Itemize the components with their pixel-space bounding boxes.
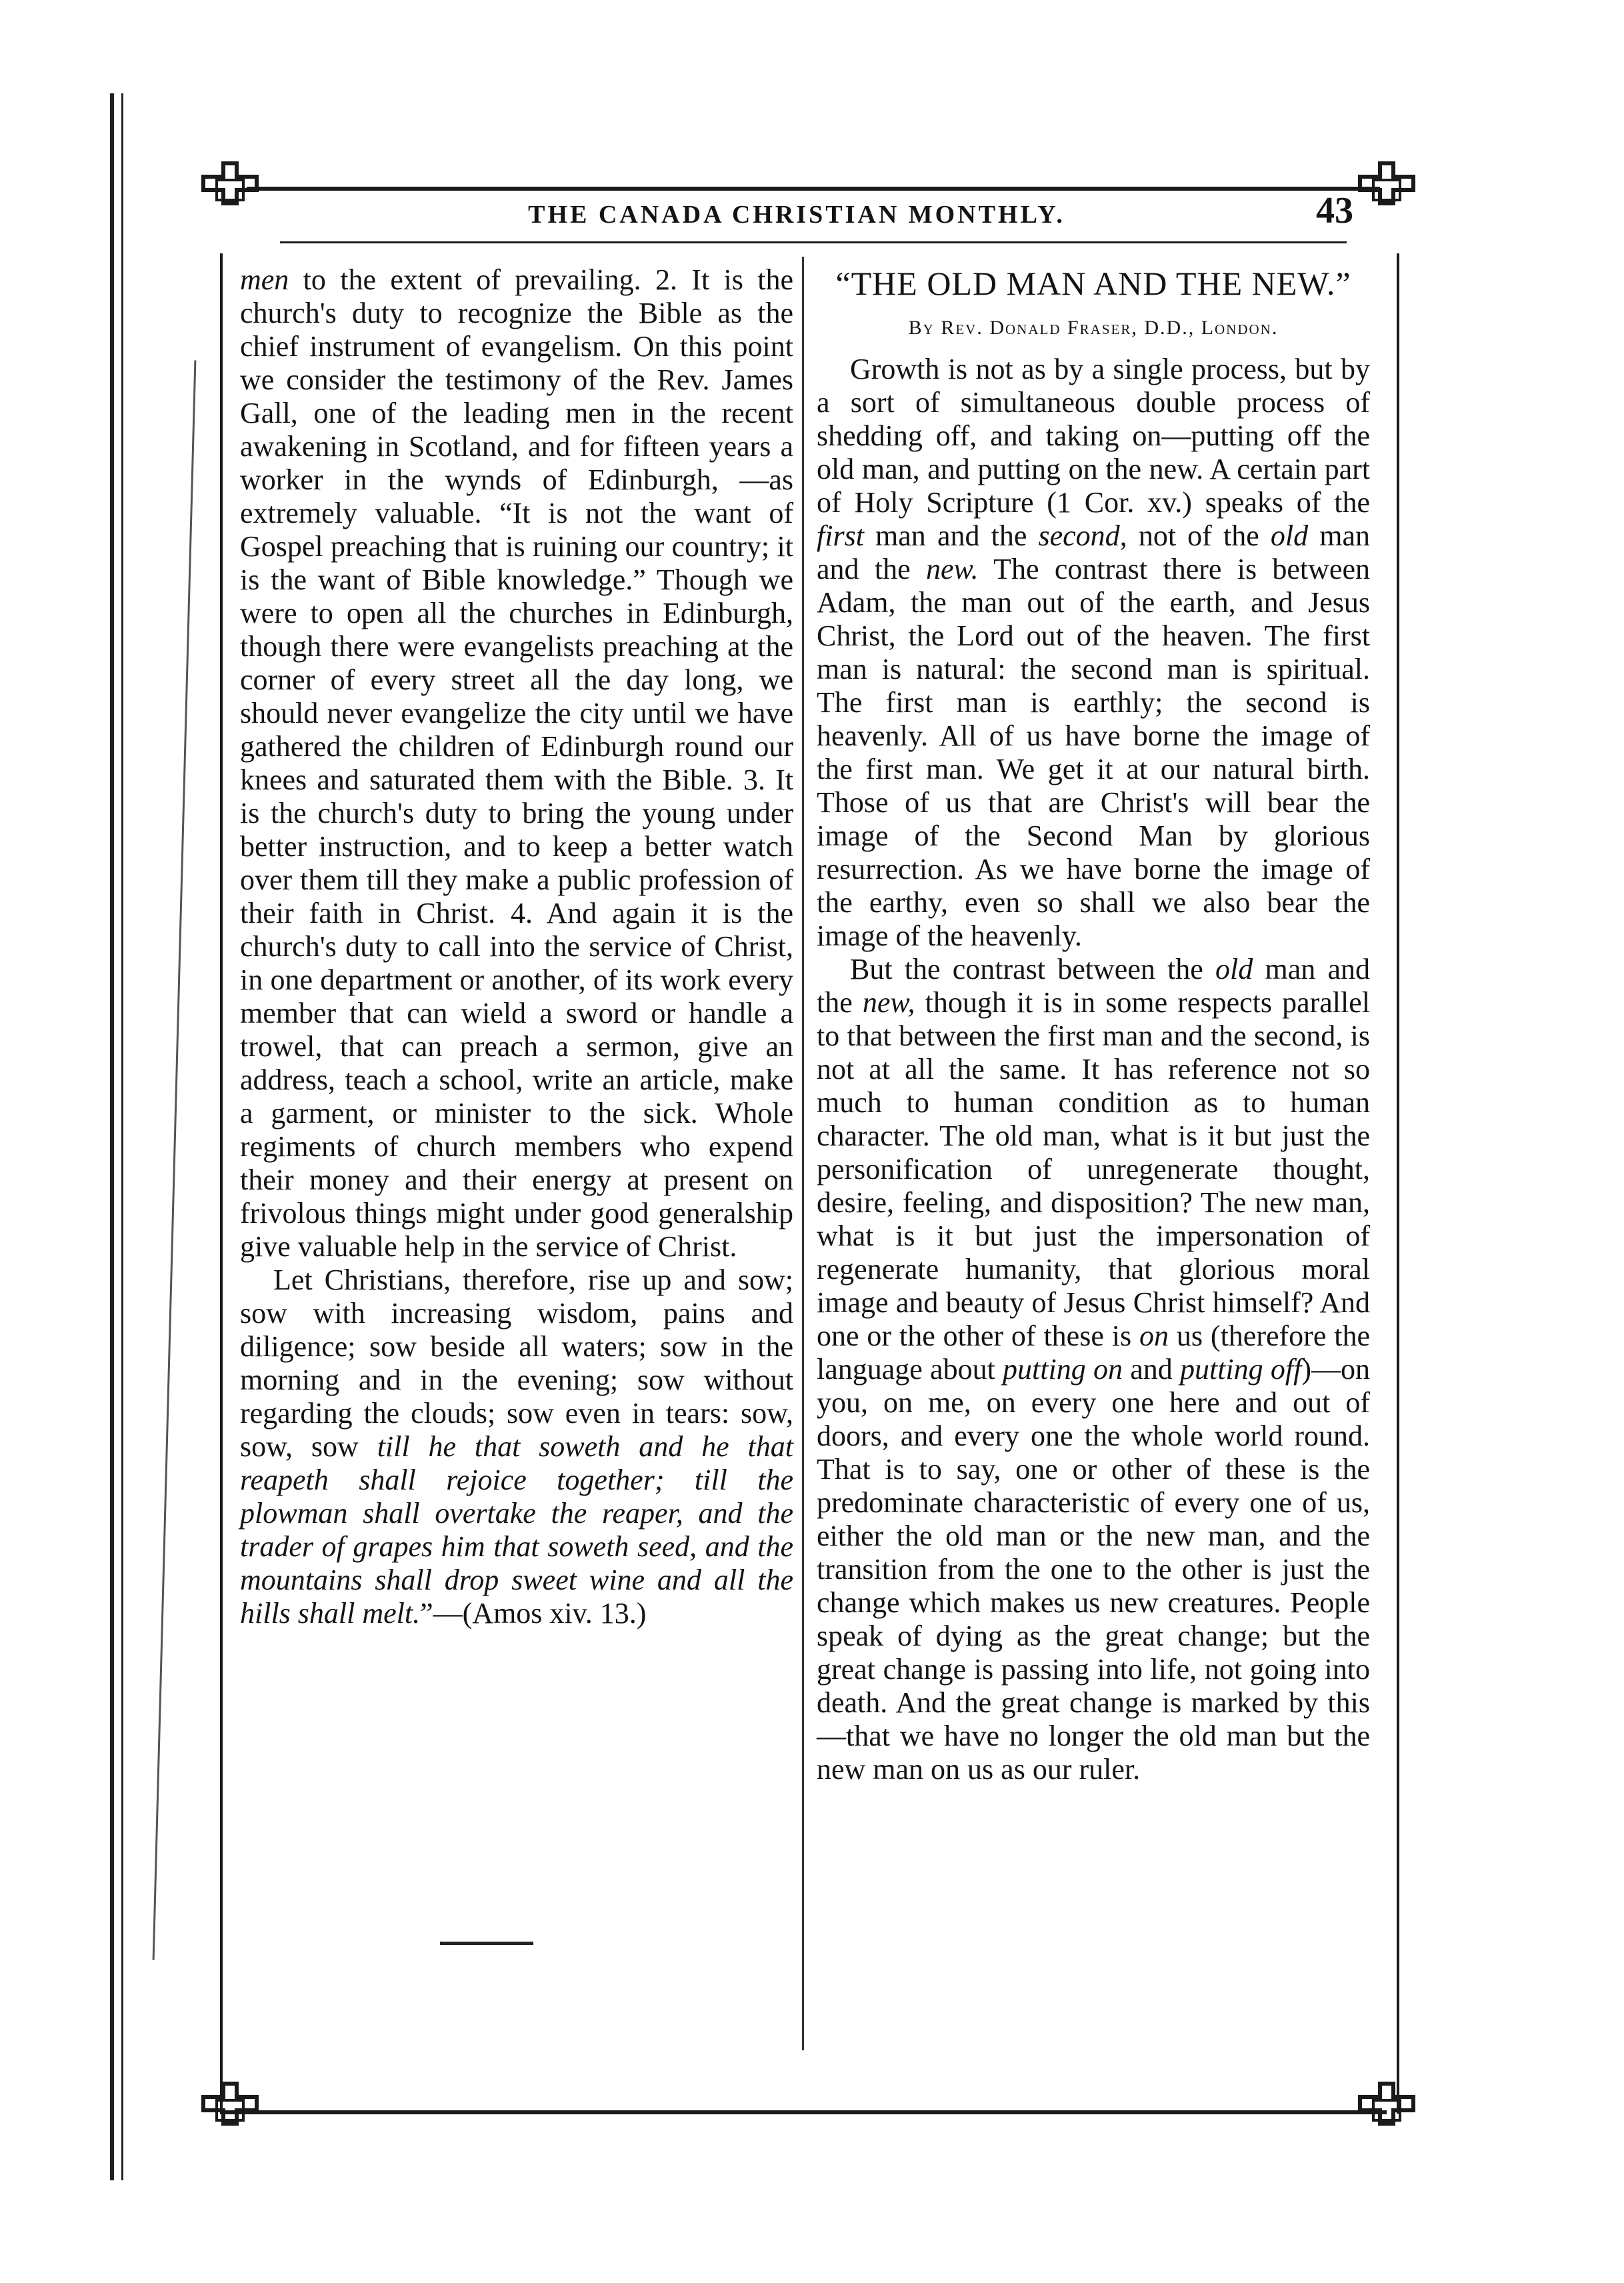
text-run: man and the (863, 519, 1039, 552)
italic-text: putting on (1003, 1353, 1123, 1386)
text-run: The contrast there is between Adam, the man out of the earth, and Jesus Christ, the Lord out of the heaven. The first man is natural: the second man is spiritual. The first man is earthly; the second is heavenly. All of us have borne the image of the first man. We get it at our natural birth. Those of us that are Christ's will bear the image of the Second Man by glorious resurrection. As we have borne the image of the earthy, even so shall we also bear the image of the heavenly. (817, 553, 1370, 952)
italic-text: second, (1038, 519, 1127, 552)
italic-text: old (1215, 953, 1253, 985)
paragraph (817, 353, 1370, 953)
text-run: and (1122, 1353, 1180, 1386)
text-run: man and the (817, 519, 1370, 585)
right-frame (1397, 253, 1399, 2114)
left-frame (220, 253, 223, 2114)
text-run: ”—(Amos xiv. 13.) (420, 1597, 647, 1630)
italic-text: old (1270, 519, 1309, 552)
text-run: )—on you, on me, on every one here and out of doors, and every one the whole world round. That is to say, one or other of these is the predominate characteristic of every one of us, either the old man or the new man, and the transition from the one to the other is just the change which makes us new creatures. People speak of dying as the great change; but the great change is passing into life, not going into death. And the great change is marked by this —that we have no longer the old man but the new man on us as our ruler. (817, 1353, 1371, 1786)
italic-text: putting off (1179, 1353, 1302, 1386)
text-run: man and the (817, 953, 1370, 1019)
text-run: But the contrast between the (850, 953, 1216, 985)
right-column (817, 263, 1370, 1786)
article-title: “THE OLD MAN AND THE NEW.” (835, 265, 1351, 302)
italic-text: on (1139, 1320, 1169, 1352)
left-column (240, 263, 793, 1630)
italic-text: men (240, 263, 289, 296)
italic-text: new. (925, 553, 979, 585)
binding-line (121, 93, 123, 2180)
top-rule (247, 187, 1380, 191)
ornament-icon (190, 2070, 270, 2150)
text-run: Growth is not as by a single process, but by a sort of simultaneous double process of shedding off, and taking on—putting off the old man, and putting on the new. A certain part of Holy Scripture (1 Cor. xv.) speaks of the (817, 353, 1370, 519)
ornament-icon (1347, 2070, 1427, 2150)
bottom-rule (220, 2110, 1387, 2114)
article-byline: By Rev. Donald Fraser, D.D., London. (908, 317, 1279, 339)
italic-text: new, (862, 986, 915, 1019)
ornament-icon (1347, 150, 1427, 230)
section-end-rule (440, 1942, 533, 1945)
text-run: not of the (1127, 519, 1271, 552)
italic-text: first (817, 519, 864, 552)
binding-line (153, 360, 197, 1960)
text-run: though it is in some respects parallel to that between the first man and the second, is not at all the same. It has reference not so much to human condition as to human character. The old man, what is it but just the personification of unregenerate thought, desire, feeling, and disposition? The new man, what is it but just the impersonation of regenerate humanity, that glorious moral image and beauty of Jesus Christ himself? And one or the other of these is (817, 986, 1370, 1352)
column-divider (802, 257, 804, 2050)
page-header (280, 190, 1353, 240)
italic-text: till he that soweth and he that reapeth shall rejoice together; till the plowman shall overtake the reaper, and the trader of grapes him that soweth seed, and the mountains shall drop sweet wine and all the hills shall melt. (240, 1430, 793, 1630)
paragraph (817, 953, 1370, 1786)
running-title: THE CANADA CHRISTIAN MONTHLY. (528, 201, 1065, 229)
page-number: 43 (1316, 190, 1353, 231)
paragraph (240, 263, 793, 1264)
paragraph (240, 1264, 793, 1630)
header-rule (280, 241, 1347, 243)
ornament-icon (190, 150, 270, 230)
text-run: Let Christians, therefore, rise up and sow; sow with increasing wisdom, pains and diligence; sow beside all waters; sow in the morning and in the evening; sow without regarding the clouds; sow even in tears: sow, sow, sow (240, 1264, 793, 1463)
binding-line (110, 93, 114, 2180)
text-run: to the extent of prevailing. 2. It is the church's duty to recognize the Bible as the chief instrument of evangelism. On this point we consider the testimony of the Rev. James Gall, one of the leading men in the recent awakening in Scotland, and for fifteen years a worker in the wynds of Edinburgh, —as extremely valuable. “It is not the want of Gospel preaching that is ruining our country; it is the want of Bible knowledge.” Though we were to open all the churches in Edinburgh, though there were evangelists preaching at the corner of every street all the day long, we should never evangelize the city until we have gathered the children of Edinburgh round our knees and saturated them with the Bible. 3. It is the church's duty to bring the young under better instruction, and to keep a better watch over them till they make a public profession of their faith in Christ. 4. And again it is the church's duty to call into the service of Christ, in one department or another, of its work every member that can wield a sword or handle a trowel, that can preach a sermon, give an address, teach a school, write an article, make a garment, or minister to the sick. Whole regiments of church members who expend their money and their energy at present on frivolous things might under good generalship give valuable help in the service of Christ. (240, 263, 793, 1263)
text-run: us (therefore the language about (817, 1320, 1370, 1386)
